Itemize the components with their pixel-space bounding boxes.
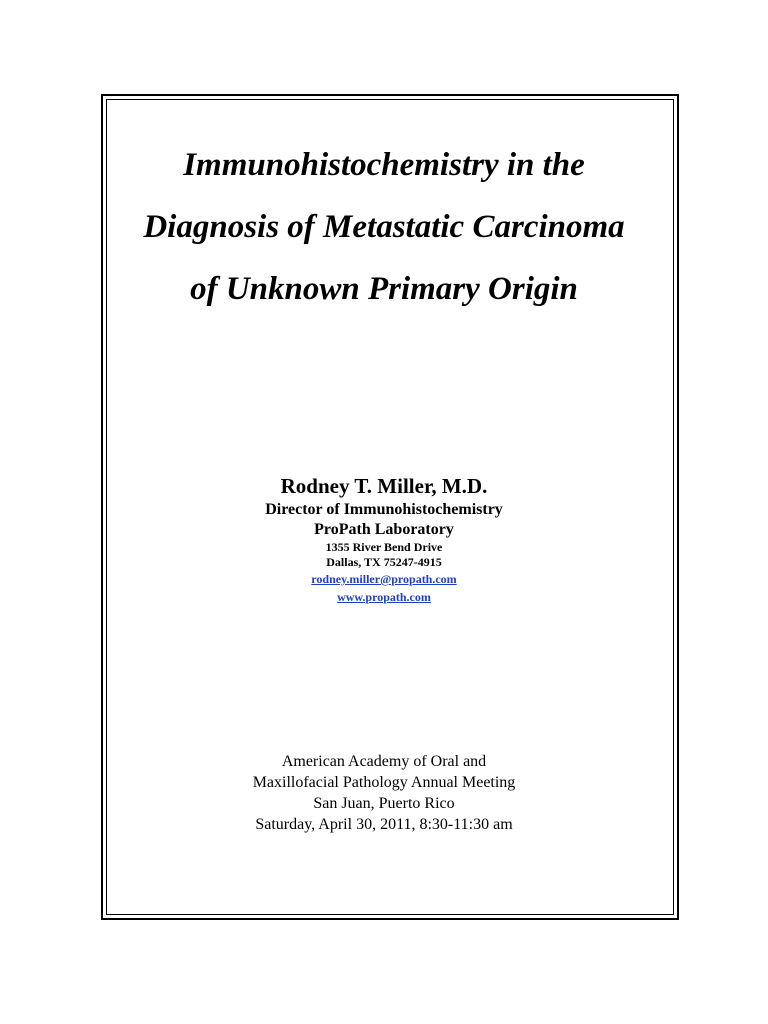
author-role: Director of Immunohistochemistry <box>265 501 503 518</box>
title-line-2: Diagnosis of Metastatic Carcinoma <box>143 209 625 245</box>
event-date-time: Saturday, April 30, 2011, 8:30-11:30 am <box>255 816 513 833</box>
event-line-2: Maxillofacial Pathology Annual Meeting <box>252 774 516 791</box>
address-city: Dallas, TX 75247-4915 <box>326 555 442 569</box>
author-block <box>0 472 768 606</box>
address-street: 1355 River Bend Drive <box>325 540 443 554</box>
author-organization: ProPath Laboratory <box>314 521 454 538</box>
title-line-1: Immunohistochemistry in the <box>183 147 585 183</box>
event-block <box>0 751 768 835</box>
email-link[interactable]: rodney.miller@propath.com <box>311 572 457 586</box>
event-line-1: American Academy of Oral and <box>281 753 487 770</box>
author-name: Rodney T. Miller, M.D. <box>280 474 488 498</box>
website-link[interactable]: www.propath.com <box>337 590 431 604</box>
document-title <box>0 134 768 320</box>
event-location: San Juan, Puerto Rico <box>313 795 455 812</box>
title-line-3: of Unknown Primary Origin <box>190 271 578 307</box>
